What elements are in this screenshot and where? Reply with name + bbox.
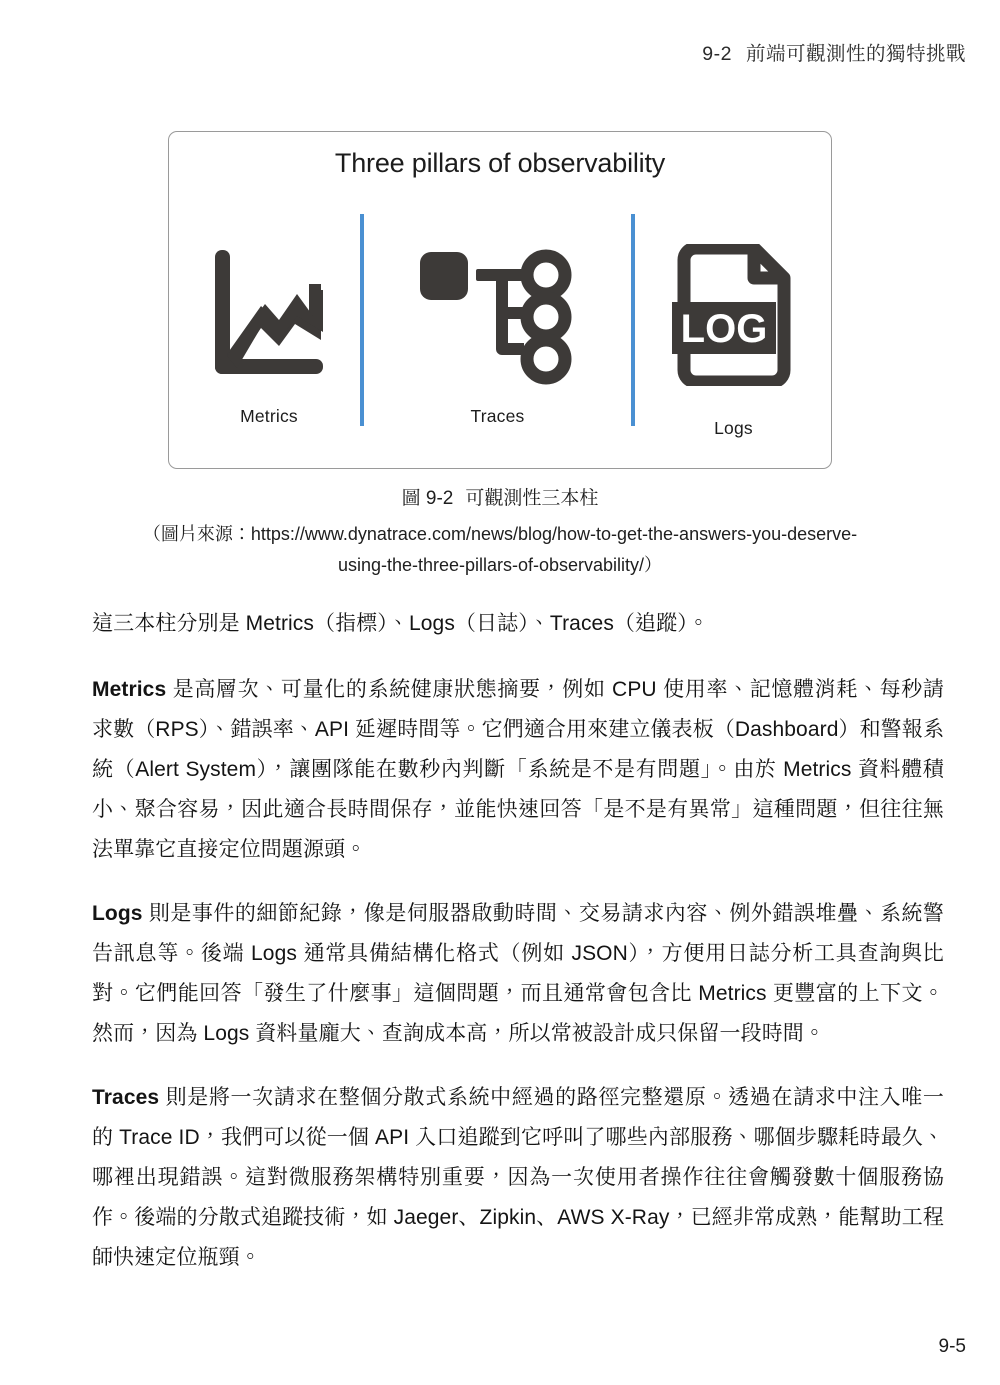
trace-tree-icon-wrap [374, 244, 621, 394]
paragraph-metrics [92, 670, 944, 870]
log-file-icon-wrap [641, 244, 826, 400]
pillar-logs-label: Logs [714, 418, 753, 438]
line-chart-icon-wrap [183, 244, 355, 394]
paragraph-traces [92, 1078, 944, 1278]
paragraph-traces-lead: Traces [92, 1086, 160, 1109]
figure-caption-number: 圖 9-2 [401, 488, 454, 509]
running-head-number: 9-2 [702, 43, 732, 65]
trace-tree-icon [418, 244, 578, 389]
figure-divider-1 [360, 214, 364, 426]
paragraph-intro-text: 這三本柱分別是 Metrics（指標）、Logs（日誌）、Traces（追蹤）。 [92, 612, 709, 635]
body-text [92, 604, 944, 1302]
pillar-traces [374, 244, 621, 427]
pillar-traces-label: Traces [470, 406, 525, 426]
paragraph-logs [92, 894, 944, 1054]
paragraph-logs-text: 則是事件的細節紀錄，像是伺服器啟動時間、交易請求內容、例外錯誤堆疊、系統警告訊息等。後端 Logs 通常具備結構化格式（例如 JSON），方便用日誌分析工具查詢與比對。它們能回答「發生了什麼事」這個問題，而且通常會包含比 Metrics 更豐富的上下文。然而，因為 Logs 資料量龐大、查詢成本高，所以常被設計成只保留一段時間。 [92, 902, 944, 1045]
paragraph-metrics-text: 是高層次、可量化的系統健康狀態摘要，例如 CPU 使用率、記憶體消耗、每秒請求數（RPS）、錯誤率、API 延遲時間等。它們適合用來建立儀表板（Dashboard）和警報系統（Alert System），讓團隊能在數秒內判斷「系統是不是有問題」。由於 Metrics 資料體積小、聚合容易，因此適合長時間保存，並能快速回答「是不是有異常」這種問題，但往往無法單靠它直接定位問題源頭。 [92, 678, 944, 861]
figure-caption [0, 483, 1000, 510]
pillar-metrics [183, 244, 355, 427]
line-chart-icon [209, 244, 329, 384]
running-head [702, 38, 966, 66]
log-file-icon [670, 244, 798, 386]
paragraph-logs-lead: Logs [92, 902, 143, 925]
figure-observability-pillars [168, 131, 832, 469]
figure-caption-text: 可觀測性三本柱 [465, 488, 599, 509]
figure-title: Three pillars of observability [334, 148, 666, 178]
pillar-metrics-label: Metrics [240, 406, 298, 426]
figure-divider-2 [631, 214, 635, 426]
paragraph-metrics-lead: Metrics [92, 678, 167, 701]
log-banner-text: LOG [680, 307, 767, 351]
paragraph-traces-text: 則是將一次請求在整個分散式系統中經過的路徑完整還原。透過在請求中注入唯一的 Trace ID，我們可以從一個 API 入口追蹤到它呼叫了哪些內部服務、哪個步驟耗時最久、哪裡出現錯誤。這對微服務架構特別重要，因為一次使用者操作往往會觸發數十個服務協作。後端的分散式追蹤技術，如 Jaeger、Zipkin、AWS X-Ray，已經非常成熟，能幫助工程師快速定位瓶頸。 [92, 1086, 944, 1269]
pillar-logs [641, 244, 826, 439]
figure-source: （圖片來源：https://www.dynatrace.com/news/blog/how-to-get-the-answers-you-deserve-using-the-three-pillars-of-observability/） [142, 524, 858, 575]
paragraph-intro [92, 604, 944, 644]
running-head-title: 前端可觀測性的獨特挑戰 [745, 43, 966, 65]
page-number: 9-5 [938, 1336, 966, 1357]
